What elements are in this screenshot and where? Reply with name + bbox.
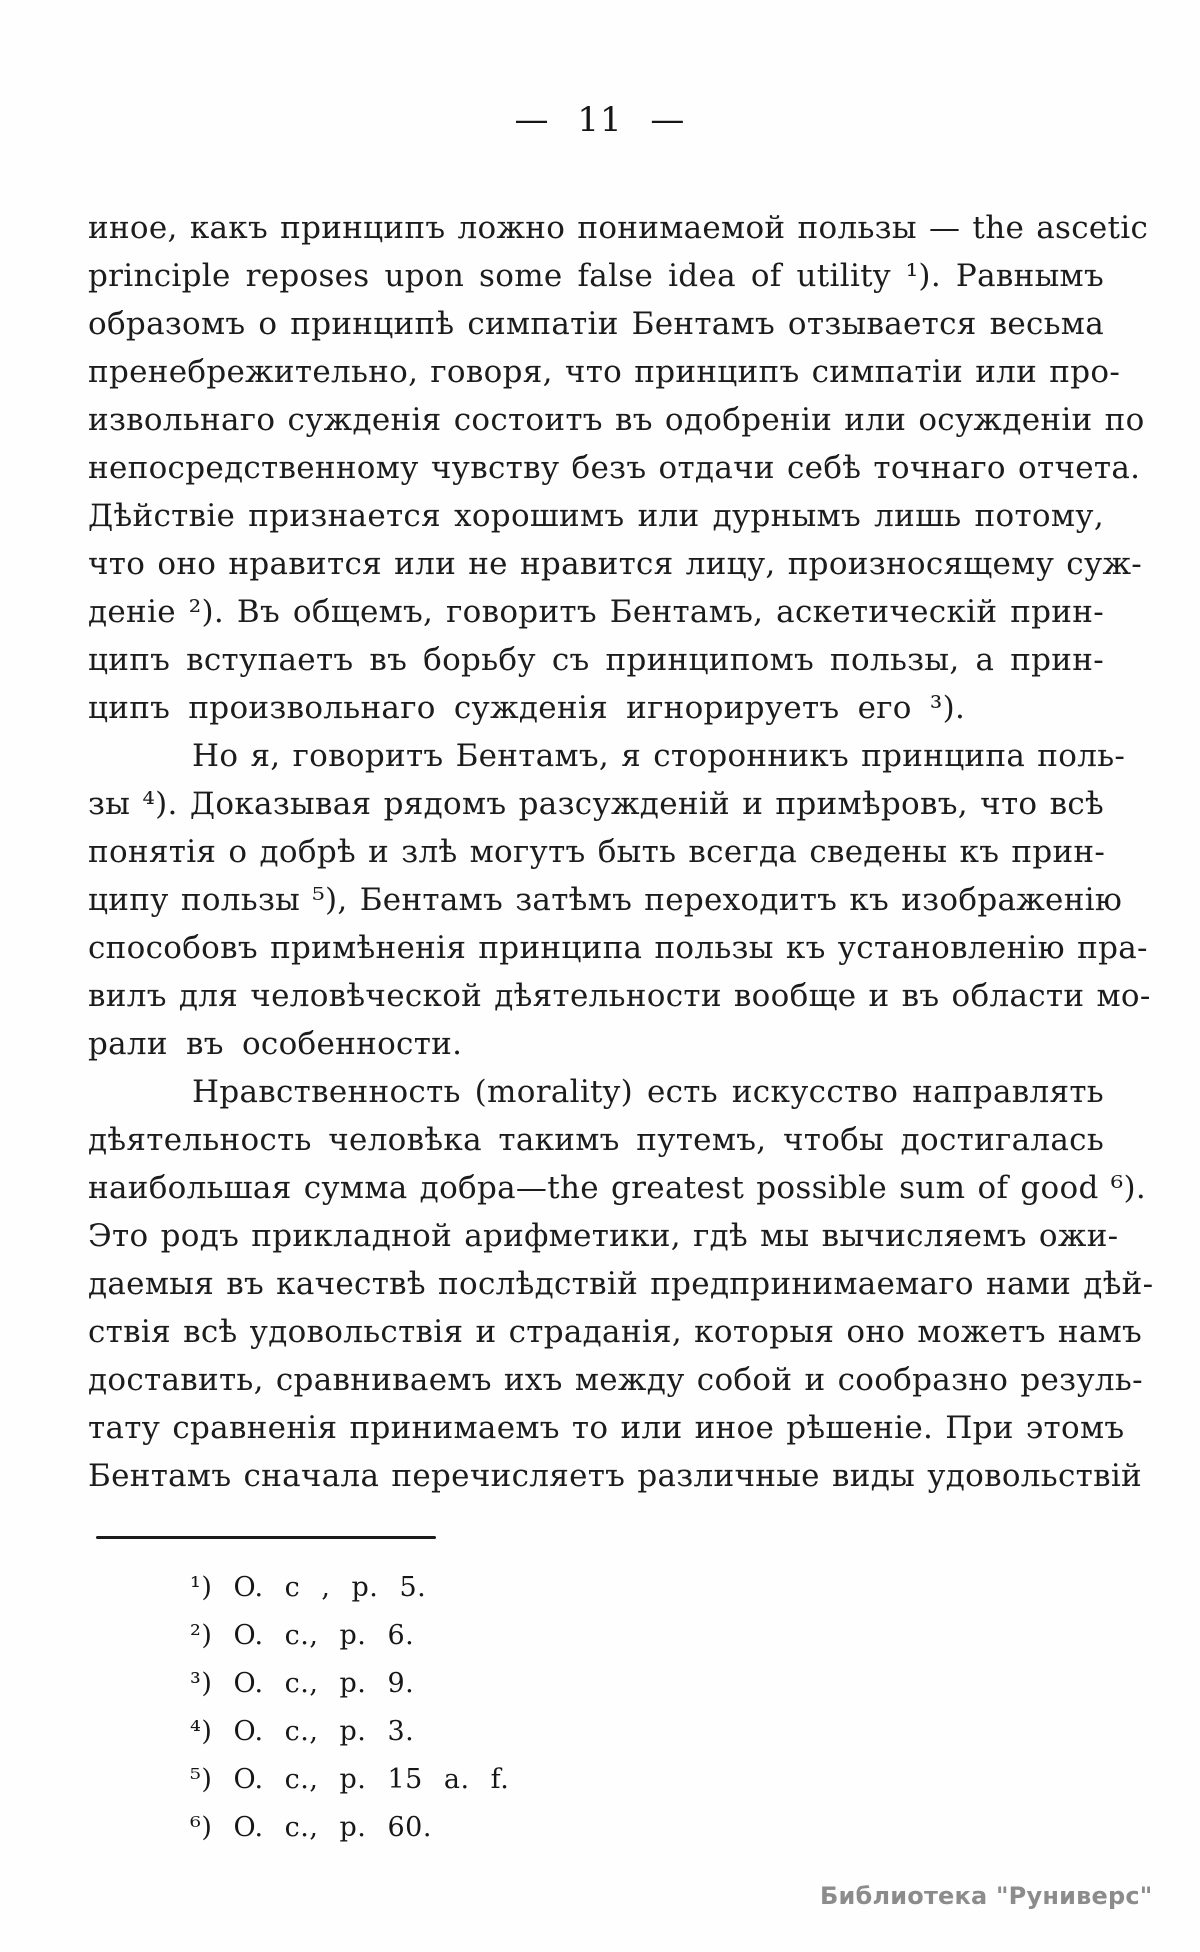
page-number-header: — 11 —	[514, 100, 686, 140]
footnotes-block	[190, 1564, 509, 1852]
body-line: доставить, сравниваемъ ихъ между собой и сообразно резуль-	[88, 1362, 1143, 1398]
body-line: ципу пользы ⁵), Бентамъ затѣмъ переходитъ къ изображенію	[88, 882, 1123, 918]
body-line: Дѣйствіе признается хорошимъ или дурнымъ лишь потому,	[88, 498, 1104, 534]
body-line-paragraph-start: Нравственность (morality) есть искусство направлять	[192, 1074, 1104, 1110]
body-line: вилъ для человѣческой дѣятельности вообще и въ области мо-	[88, 978, 1151, 1014]
footnote-line: ⁵) O. c., p. 15 a. f.	[190, 1764, 510, 1795]
body-line: способовъ примѣненія принципа пользы къ установленію пра-	[88, 930, 1148, 966]
body-line: пренебрежительно, говоря, что принципъ симпатіи или про-	[88, 354, 1121, 390]
footnote-line: ¹) O. c , p. 5.	[190, 1572, 427, 1603]
library-watermark: Библиотека "Руниверс"	[820, 1882, 1153, 1910]
footnote-separator-rule	[96, 1536, 436, 1539]
footnote-line: ⁴) O. c., p. 3.	[190, 1716, 415, 1747]
body-line: образомъ о принципѣ симпатіи Бентамъ отзывается весьма	[88, 306, 1104, 342]
body-line-paragraph-start: Но я, говоритъ Бентамъ, я сторонникъ принципа поль-	[192, 738, 1126, 774]
body-line-paragraph-end: рали въ особенности.	[88, 1026, 463, 1062]
body-text-block	[88, 204, 1154, 1500]
body-line: Бентамъ сначала перечисляетъ различные виды удовольствій	[88, 1458, 1143, 1494]
body-line: извольнаго сужденія состоитъ въ одобреніи или осужденіи по	[88, 402, 1145, 438]
footnote-line: ⁶) O. c., p. 60.	[190, 1812, 432, 1843]
body-line-paragraph-end: ципъ произвольнаго сужденія игнорируетъ его ³).	[88, 690, 966, 726]
footnote-line: ³) O. c., p. 9.	[190, 1668, 415, 1699]
body-line: principle reposes upon some false idea of utility ¹). Равнымъ	[88, 258, 1104, 294]
body-line: дѣятельность человѣка такимъ путемъ, чтобы достигалась	[88, 1122, 1104, 1158]
body-line: что оно нравится или не нравится лицу, произносящему суж-	[88, 546, 1143, 582]
body-line: понятія о добрѣ и злѣ могутъ быть всегда сведены къ прин-	[88, 834, 1106, 870]
body-line: иное, какъ принципъ ложно понимаемой пользы — the ascetic	[88, 210, 1149, 246]
body-line: ципъ вступаетъ въ борьбу съ принципомъ пользы, а прин-	[88, 642, 1104, 678]
body-line: зы ⁴). Доказывая рядомъ разсужденій и примѣровъ, что всѣ	[88, 786, 1104, 822]
body-line: Это родъ прикладной арифметики, гдѣ мы вычисляемъ ожи-	[88, 1218, 1119, 1254]
body-line: даемыя въ качествѣ послѣдствій предпринимаемаго нами дѣй-	[88, 1266, 1154, 1302]
body-line: тату сравненія принимаемъ то или иное рѣшеніе. При этомъ	[88, 1410, 1125, 1446]
body-line: непосредственному чувству безъ отдачи себѣ точнаго отчета.	[88, 450, 1141, 486]
body-line: ствія всѣ удовольствія и страданія, которыя оно можетъ намъ	[88, 1314, 1143, 1350]
footnote-line: ²) O. c., p. 6.	[190, 1620, 415, 1651]
body-line: деніе ²). Въ общемъ, говоритъ Бентамъ, аскетическій прин-	[88, 594, 1104, 630]
body-line: наибольшая сумма добра—the greatest possible sum of good ⁶).	[88, 1170, 1147, 1206]
